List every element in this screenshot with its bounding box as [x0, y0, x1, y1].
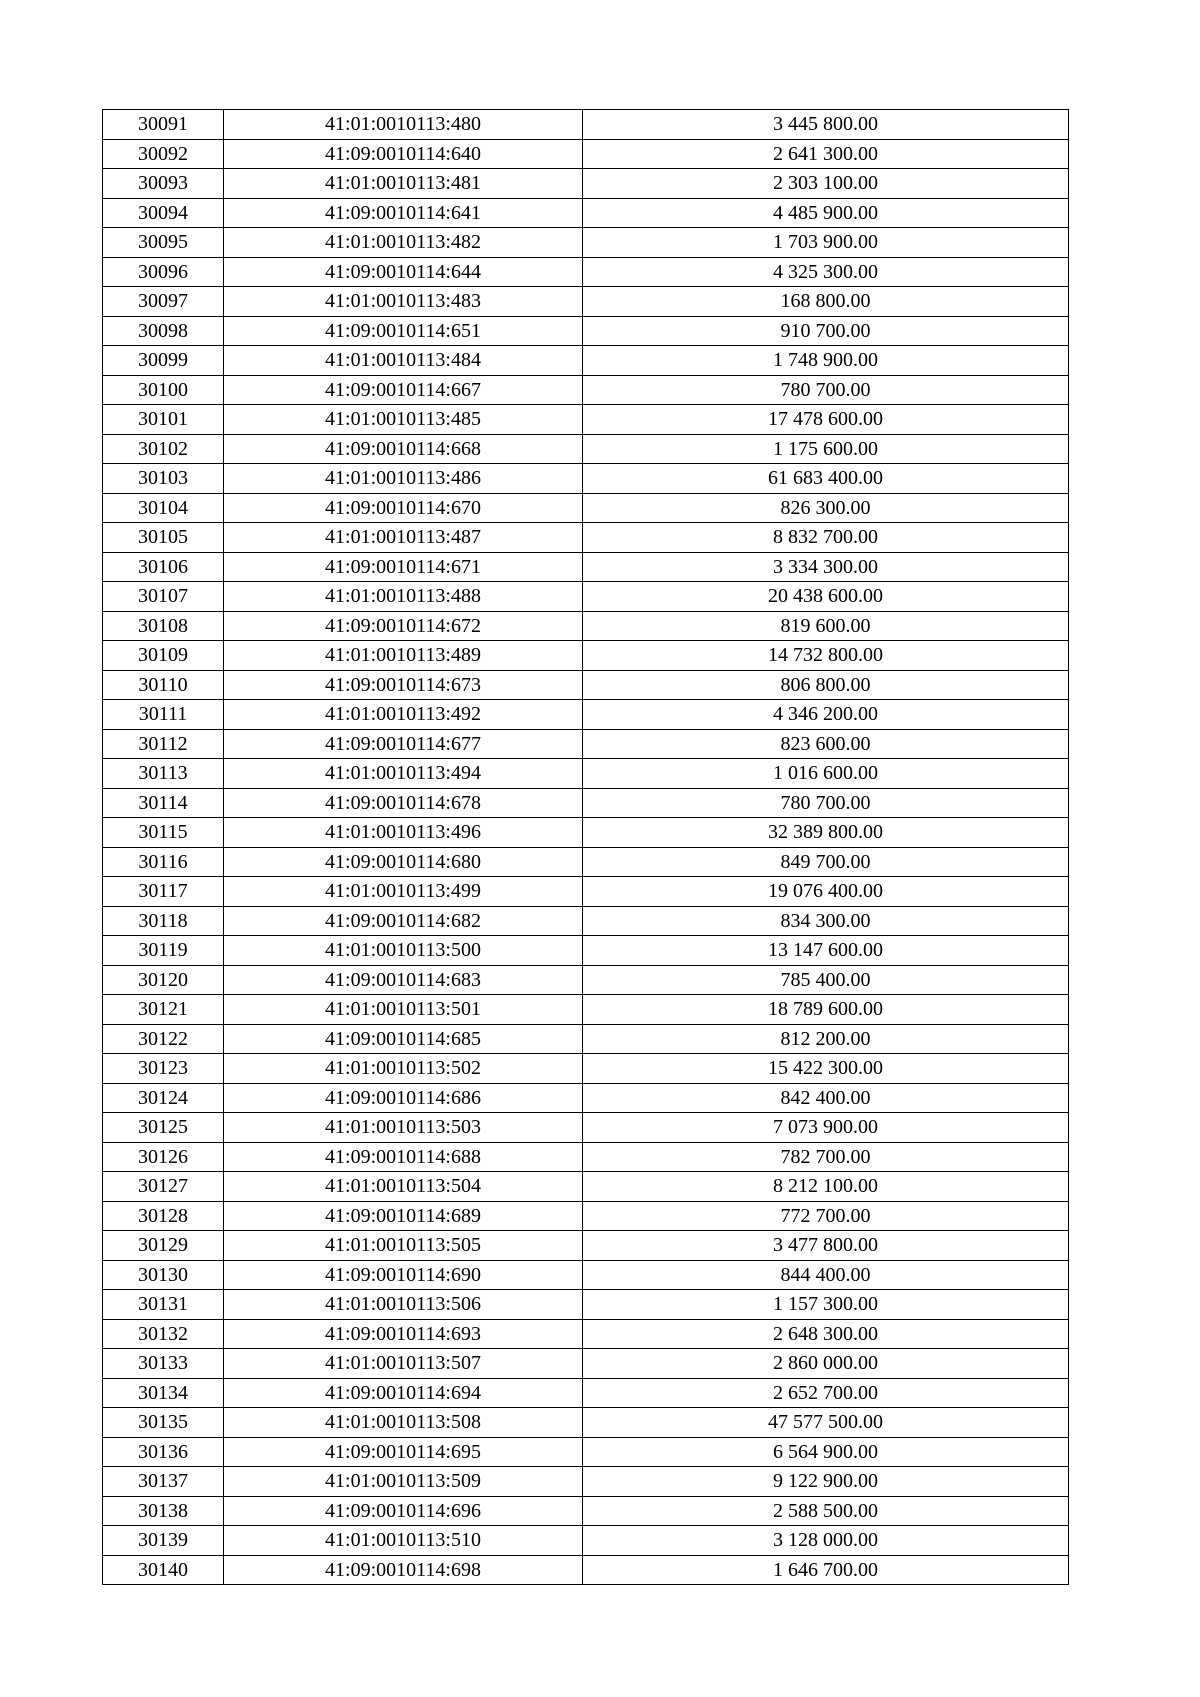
table-row	[103, 110, 1069, 140]
table-row	[103, 257, 1069, 287]
cadastral-value-cell: 4 325 300.00	[583, 257, 1069, 287]
row-number-cell: 30118	[103, 906, 224, 936]
row-number-cell: 30111	[103, 700, 224, 730]
cadastral-value-cell: 1 646 700.00	[583, 1555, 1069, 1585]
cadastral-value-cell: 3 128 000.00	[583, 1526, 1069, 1556]
table-row	[103, 287, 1069, 317]
row-number-cell: 30140	[103, 1555, 224, 1585]
row-number-cell: 30106	[103, 552, 224, 582]
cadastral-value-cell: 1 016 600.00	[583, 759, 1069, 789]
cadastral-value-cell: 834 300.00	[583, 906, 1069, 936]
cadastral-value-cell: 819 600.00	[583, 611, 1069, 641]
cadastral-value-cell: 13 147 600.00	[583, 936, 1069, 966]
cadastral-value-cell: 18 789 600.00	[583, 995, 1069, 1025]
table-row	[103, 611, 1069, 641]
cadastral-value-cell: 4 485 900.00	[583, 198, 1069, 228]
cadastral-value-cell: 823 600.00	[583, 729, 1069, 759]
cadastral-value-cell: 2 652 700.00	[583, 1378, 1069, 1408]
cadastral-number-cell: 41:09:0010114:694	[224, 1378, 583, 1408]
table-row	[103, 759, 1069, 789]
row-number-cell: 30110	[103, 670, 224, 700]
cadastral-number-cell: 41:01:0010113:487	[224, 523, 583, 553]
table-row	[103, 552, 1069, 582]
table-row	[103, 139, 1069, 169]
table-row	[103, 1260, 1069, 1290]
cadastral-number-cell: 41:01:0010113:480	[224, 110, 583, 140]
row-number-cell: 30091	[103, 110, 224, 140]
cadastral-number-cell: 41:01:0010113:489	[224, 641, 583, 671]
cadastral-number-cell: 41:01:0010113:506	[224, 1290, 583, 1320]
cadastral-number-cell: 41:09:0010114:683	[224, 965, 583, 995]
cadastral-value-cell: 20 438 600.00	[583, 582, 1069, 612]
cadastral-number-cell: 41:09:0010114:677	[224, 729, 583, 759]
table-row	[103, 169, 1069, 199]
cadastral-number-cell: 41:09:0010114:644	[224, 257, 583, 287]
cadastral-number-cell: 41:01:0010113:499	[224, 877, 583, 907]
cadastral-number-cell: 41:09:0010114:698	[224, 1555, 583, 1585]
cadastral-value-cell: 826 300.00	[583, 493, 1069, 523]
cadastral-value-cell: 2 303 100.00	[583, 169, 1069, 199]
cadastral-number-cell: 41:09:0010114:680	[224, 847, 583, 877]
row-number-cell: 30122	[103, 1024, 224, 1054]
table-row	[103, 1290, 1069, 1320]
cadastral-number-cell: 41:01:0010113:496	[224, 818, 583, 848]
table-row	[103, 316, 1069, 346]
table-row	[103, 1408, 1069, 1438]
table-row	[103, 641, 1069, 671]
row-number-cell: 30125	[103, 1113, 224, 1143]
table-row	[103, 936, 1069, 966]
cadastral-number-cell: 41:09:0010114:651	[224, 316, 583, 346]
row-number-cell: 30102	[103, 434, 224, 464]
table-row	[103, 346, 1069, 376]
table-row	[103, 818, 1069, 848]
cadastral-number-cell: 41:09:0010114:689	[224, 1201, 583, 1231]
cadastral-value-cell: 6 564 900.00	[583, 1437, 1069, 1467]
row-number-cell: 30100	[103, 375, 224, 405]
row-number-cell: 30135	[103, 1408, 224, 1438]
cadastral-value-cell: 19 076 400.00	[583, 877, 1069, 907]
cadastral-number-cell: 41:01:0010113:482	[224, 228, 583, 258]
row-number-cell: 30129	[103, 1231, 224, 1261]
cadastral-number-cell: 41:09:0010114:640	[224, 139, 583, 169]
row-number-cell: 30133	[103, 1349, 224, 1379]
table-row	[103, 493, 1069, 523]
table-row	[103, 1555, 1069, 1585]
cadastral-number-cell: 41:09:0010114:668	[224, 434, 583, 464]
cadastral-number-cell: 41:01:0010113:500	[224, 936, 583, 966]
cadastral-number-cell: 41:01:0010113:485	[224, 405, 583, 435]
cadastral-value-cell: 3 477 800.00	[583, 1231, 1069, 1261]
row-number-cell: 30095	[103, 228, 224, 258]
table-row	[103, 1349, 1069, 1379]
row-number-cell: 30101	[103, 405, 224, 435]
row-number-cell: 30098	[103, 316, 224, 346]
table-row	[103, 906, 1069, 936]
cadastral-number-cell: 41:01:0010113:510	[224, 1526, 583, 1556]
row-number-cell: 30093	[103, 169, 224, 199]
cadastral-value-cell: 8 832 700.00	[583, 523, 1069, 553]
cadastral-number-cell: 41:09:0010114:693	[224, 1319, 583, 1349]
cadastral-number-cell: 41:09:0010114:688	[224, 1142, 583, 1172]
cadastral-value-cell: 14 732 800.00	[583, 641, 1069, 671]
cadastral-number-cell: 41:01:0010113:504	[224, 1172, 583, 1202]
cadastral-number-cell: 41:01:0010113:486	[224, 464, 583, 494]
table-row	[103, 464, 1069, 494]
row-number-cell: 30109	[103, 641, 224, 671]
cadastral-value-cell: 47 577 500.00	[583, 1408, 1069, 1438]
row-number-cell: 30103	[103, 464, 224, 494]
cadastral-number-cell: 41:09:0010114:672	[224, 611, 583, 641]
table-row	[103, 198, 1069, 228]
table-row	[103, 1437, 1069, 1467]
cadastral-value-cell: 7 073 900.00	[583, 1113, 1069, 1143]
cadastral-value-cell: 1 748 900.00	[583, 346, 1069, 376]
table-row	[103, 1172, 1069, 1202]
table-row	[103, 965, 1069, 995]
row-number-cell: 30131	[103, 1290, 224, 1320]
cadastral-value-cell: 32 389 800.00	[583, 818, 1069, 848]
row-number-cell: 30132	[103, 1319, 224, 1349]
table-row	[103, 995, 1069, 1025]
cadastral-value-cell: 842 400.00	[583, 1083, 1069, 1113]
cadastral-value-cell: 806 800.00	[583, 670, 1069, 700]
cadastral-number-cell: 41:09:0010114:673	[224, 670, 583, 700]
cadastral-value-cell: 812 200.00	[583, 1024, 1069, 1054]
cadastral-value-cell: 910 700.00	[583, 316, 1069, 346]
cadastral-number-cell: 41:01:0010113:481	[224, 169, 583, 199]
row-number-cell: 30123	[103, 1054, 224, 1084]
row-number-cell: 30138	[103, 1496, 224, 1526]
table-row	[103, 1142, 1069, 1172]
table-row	[103, 1496, 1069, 1526]
table-row	[103, 877, 1069, 907]
cadastral-value-table	[102, 109, 1069, 1585]
cadastral-value-cell: 1 157 300.00	[583, 1290, 1069, 1320]
table-row	[103, 1378, 1069, 1408]
table-row	[103, 1319, 1069, 1349]
cadastral-number-cell: 41:01:0010113:492	[224, 700, 583, 730]
cadastral-number-cell: 41:01:0010113:502	[224, 1054, 583, 1084]
cadastral-number-cell: 41:09:0010114:678	[224, 788, 583, 818]
row-number-cell: 30097	[103, 287, 224, 317]
table-row	[103, 700, 1069, 730]
row-number-cell: 30127	[103, 1172, 224, 1202]
cadastral-value-cell: 2 588 500.00	[583, 1496, 1069, 1526]
cadastral-number-cell: 41:01:0010113:494	[224, 759, 583, 789]
table-row	[103, 1024, 1069, 1054]
row-number-cell: 30117	[103, 877, 224, 907]
row-number-cell: 30112	[103, 729, 224, 759]
table-row	[103, 1201, 1069, 1231]
table-row	[103, 1467, 1069, 1497]
row-number-cell: 30107	[103, 582, 224, 612]
table-row	[103, 670, 1069, 700]
table-row	[103, 1231, 1069, 1261]
table-row	[103, 847, 1069, 877]
cadastral-value-cell: 1 703 900.00	[583, 228, 1069, 258]
cadastral-number-cell: 41:09:0010114:667	[224, 375, 583, 405]
cadastral-value-cell: 2 641 300.00	[583, 139, 1069, 169]
row-number-cell: 30113	[103, 759, 224, 789]
cadastral-number-cell: 41:09:0010114:641	[224, 198, 583, 228]
row-number-cell: 30121	[103, 995, 224, 1025]
row-number-cell: 30094	[103, 198, 224, 228]
cadastral-number-cell: 41:01:0010113:505	[224, 1231, 583, 1261]
cadastral-number-cell: 41:01:0010113:484	[224, 346, 583, 376]
row-number-cell: 30096	[103, 257, 224, 287]
row-number-cell: 30139	[103, 1526, 224, 1556]
cadastral-number-cell: 41:01:0010113:483	[224, 287, 583, 317]
cadastral-number-cell: 41:09:0010114:686	[224, 1083, 583, 1113]
cadastral-value-cell: 15 422 300.00	[583, 1054, 1069, 1084]
cadastral-value-cell: 782 700.00	[583, 1142, 1069, 1172]
cadastral-number-cell: 41:09:0010114:690	[224, 1260, 583, 1290]
row-number-cell: 30120	[103, 965, 224, 995]
table-body	[103, 110, 1069, 1585]
cadastral-number-cell: 41:01:0010113:508	[224, 1408, 583, 1438]
cadastral-number-cell: 41:09:0010114:671	[224, 552, 583, 582]
row-number-cell: 30124	[103, 1083, 224, 1113]
cadastral-value-cell: 3 445 800.00	[583, 110, 1069, 140]
cadastral-value-cell: 785 400.00	[583, 965, 1069, 995]
cadastral-number-cell: 41:01:0010113:503	[224, 1113, 583, 1143]
cadastral-value-cell: 168 800.00	[583, 287, 1069, 317]
row-number-cell: 30128	[103, 1201, 224, 1231]
cadastral-value-cell: 780 700.00	[583, 788, 1069, 818]
cadastral-value-cell: 844 400.00	[583, 1260, 1069, 1290]
row-number-cell: 30104	[103, 493, 224, 523]
cadastral-value-cell: 4 346 200.00	[583, 700, 1069, 730]
table-row	[103, 523, 1069, 553]
table-row	[103, 434, 1069, 464]
cadastral-number-cell: 41:09:0010114:695	[224, 1437, 583, 1467]
row-number-cell: 30130	[103, 1260, 224, 1290]
table-row	[103, 1113, 1069, 1143]
table-row	[103, 228, 1069, 258]
row-number-cell: 30137	[103, 1467, 224, 1497]
cadastral-value-cell: 61 683 400.00	[583, 464, 1069, 494]
cadastral-number-cell: 41:01:0010113:488	[224, 582, 583, 612]
table-row	[103, 375, 1069, 405]
cadastral-number-cell: 41:01:0010113:507	[224, 1349, 583, 1379]
cadastral-value-cell: 772 700.00	[583, 1201, 1069, 1231]
row-number-cell: 30092	[103, 139, 224, 169]
row-number-cell: 30115	[103, 818, 224, 848]
cadastral-number-cell: 41:09:0010114:696	[224, 1496, 583, 1526]
row-number-cell: 30134	[103, 1378, 224, 1408]
cadastral-number-cell: 41:09:0010114:670	[224, 493, 583, 523]
row-number-cell: 30114	[103, 788, 224, 818]
table-row	[103, 405, 1069, 435]
row-number-cell: 30099	[103, 346, 224, 376]
cadastral-value-cell: 9 122 900.00	[583, 1467, 1069, 1497]
cadastral-value-cell: 1 175 600.00	[583, 434, 1069, 464]
table-row	[103, 1526, 1069, 1556]
cadastral-value-cell: 2 860 000.00	[583, 1349, 1069, 1379]
table-row	[103, 582, 1069, 612]
table-row	[103, 1083, 1069, 1113]
table-row	[103, 788, 1069, 818]
cadastral-value-cell: 3 334 300.00	[583, 552, 1069, 582]
row-number-cell: 30108	[103, 611, 224, 641]
cadastral-value-cell: 17 478 600.00	[583, 405, 1069, 435]
row-number-cell: 30126	[103, 1142, 224, 1172]
row-number-cell: 30136	[103, 1437, 224, 1467]
cadastral-value-cell: 849 700.00	[583, 847, 1069, 877]
row-number-cell: 30116	[103, 847, 224, 877]
cadastral-value-cell: 780 700.00	[583, 375, 1069, 405]
cadastral-number-cell: 41:09:0010114:682	[224, 906, 583, 936]
cadastral-number-cell: 41:09:0010114:685	[224, 1024, 583, 1054]
cadastral-value-cell: 8 212 100.00	[583, 1172, 1069, 1202]
table-row	[103, 1054, 1069, 1084]
cadastral-number-cell: 41:01:0010113:501	[224, 995, 583, 1025]
cadastral-number-cell: 41:01:0010113:509	[224, 1467, 583, 1497]
cadastral-value-cell: 2 648 300.00	[583, 1319, 1069, 1349]
row-number-cell: 30119	[103, 936, 224, 966]
table-row	[103, 729, 1069, 759]
row-number-cell: 30105	[103, 523, 224, 553]
